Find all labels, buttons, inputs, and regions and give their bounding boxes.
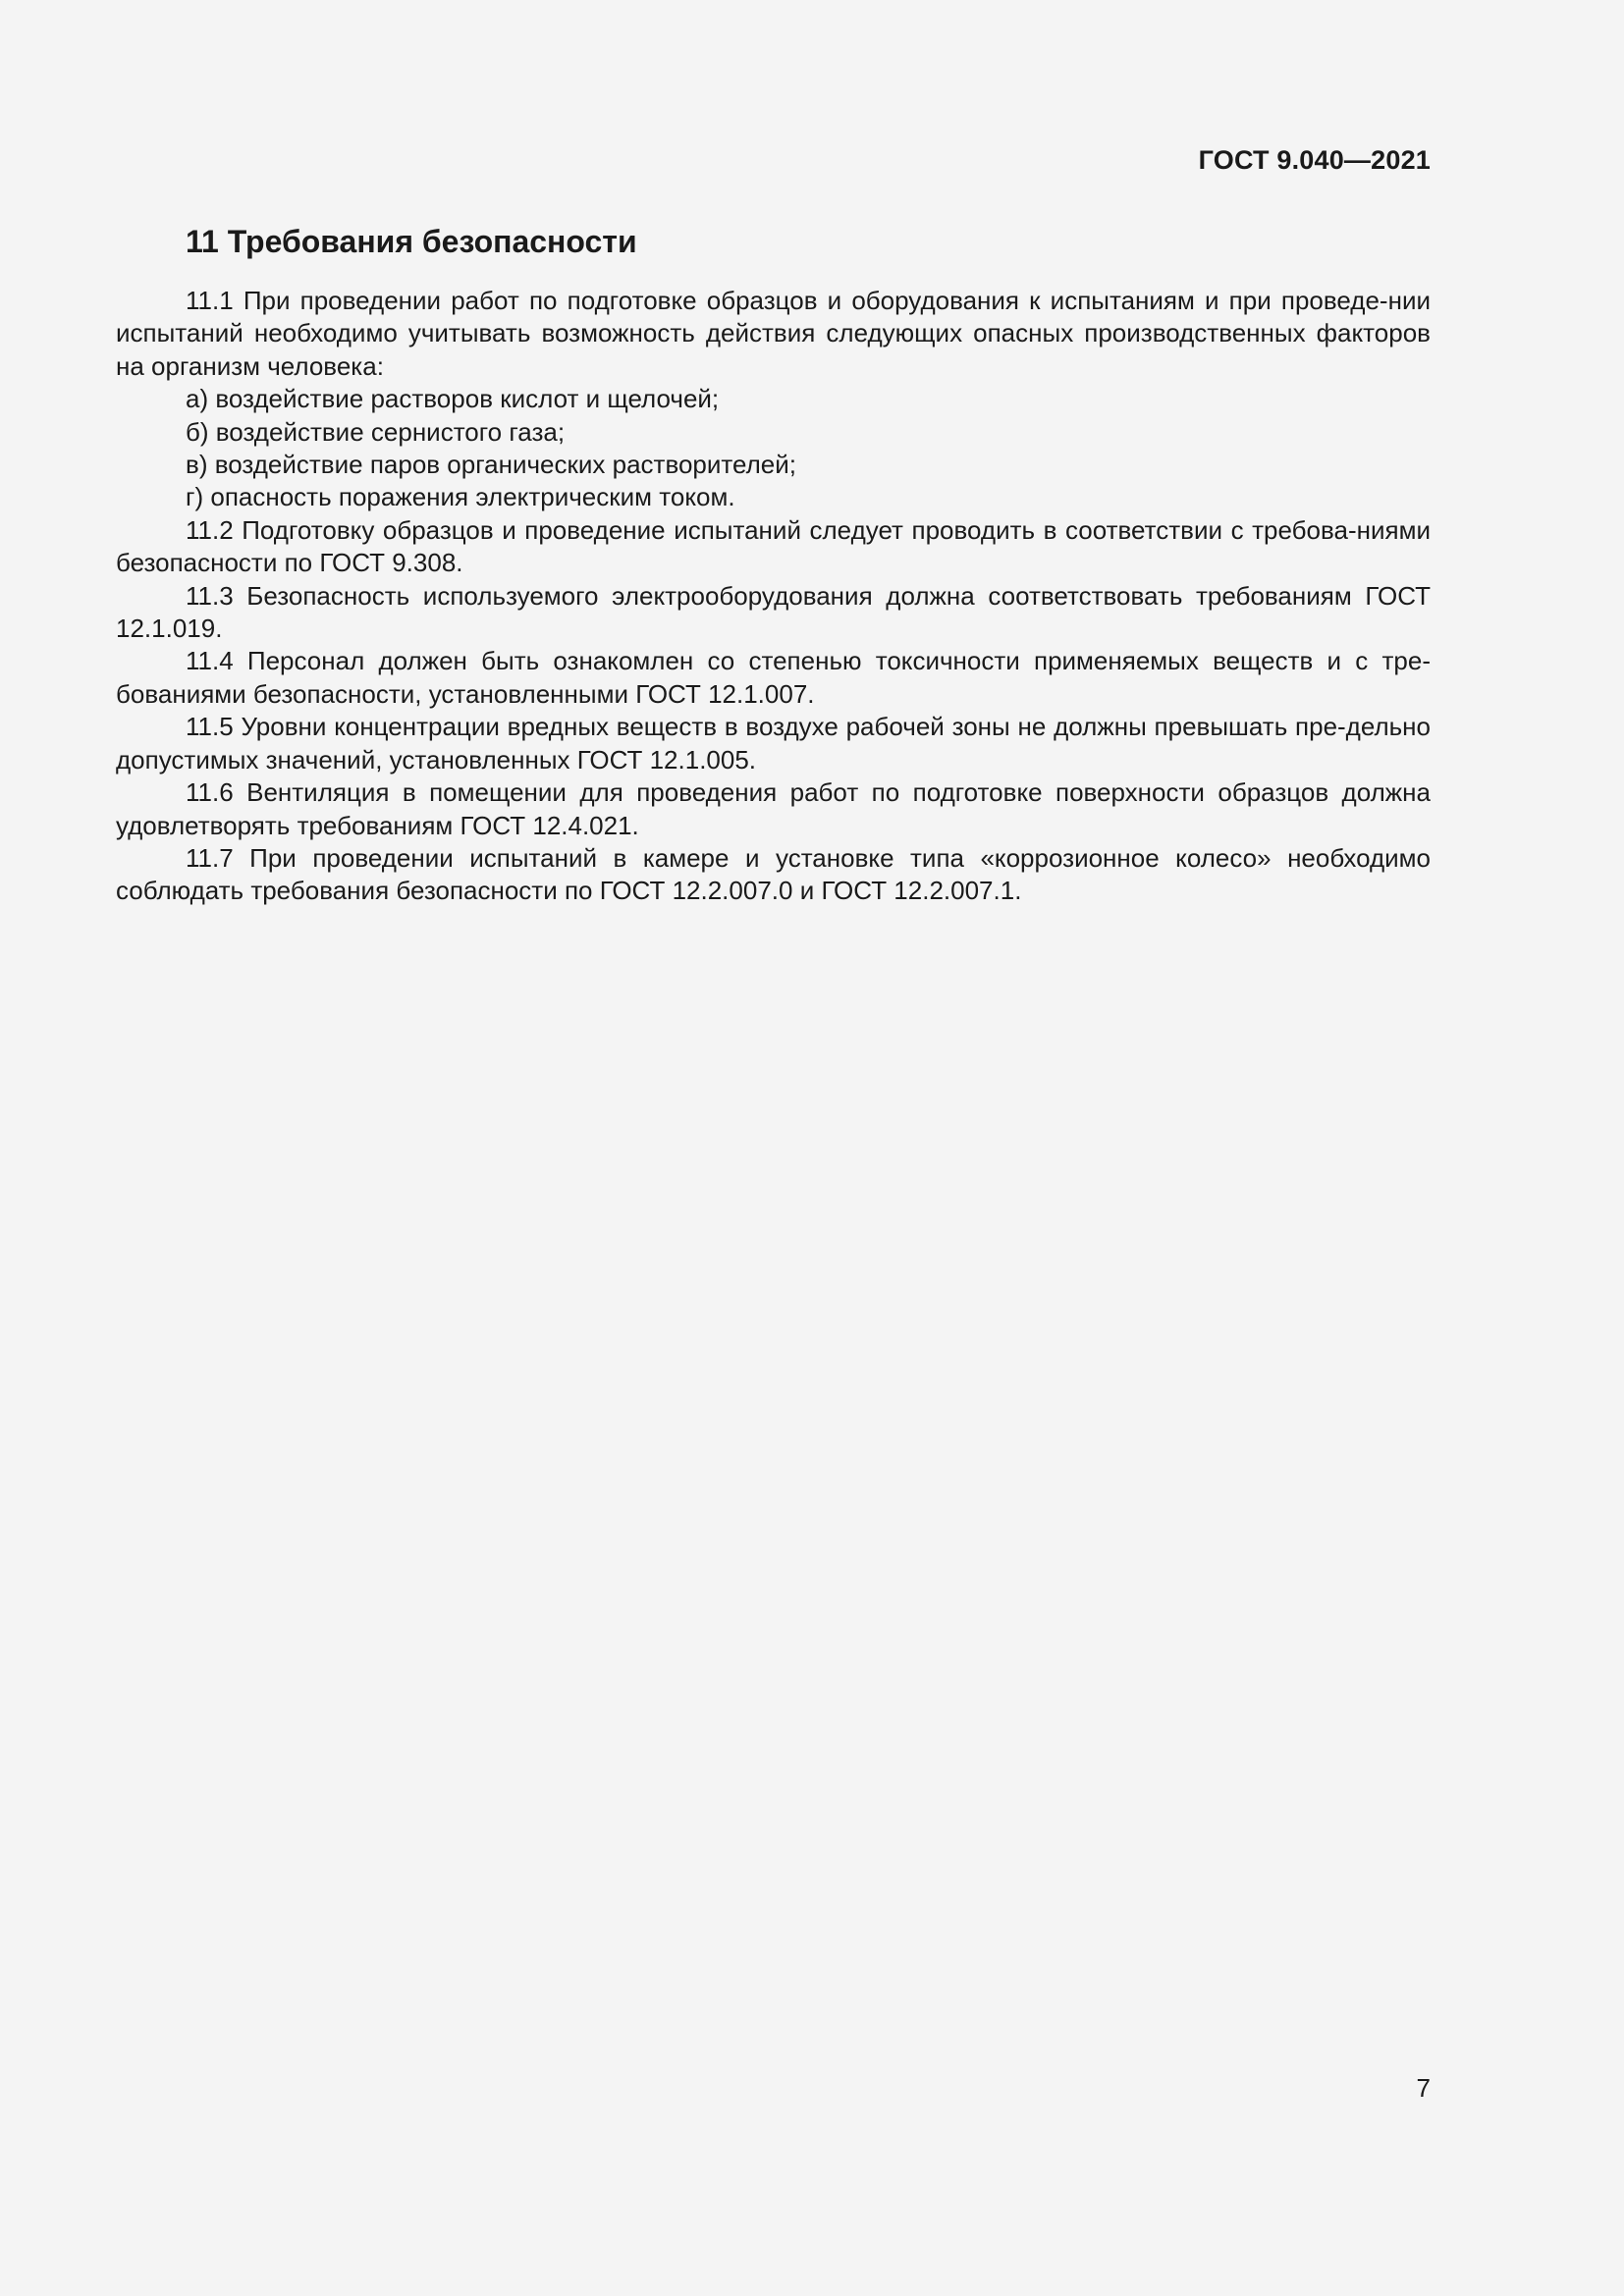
document-code-header: ГОСТ 9.040—2021 [1198,145,1431,175]
list-item-a: а) воздействие растворов кислот и щелочей; [186,384,720,414]
list-item-g: г) опасность поражения электрическим током. [186,482,735,512]
section-title: 11 Требования безопасности [186,224,637,259]
paragraph-11-7: 11.7 При проведении испытаний в камере и установке типа «коррозионное колесо» необходимо соблюдать требования безопасности по ГОСТ 12.2.007.0 и ГОСТ 12.2.007.1. [116,842,1431,906]
paragraph-11-1: 11.1 При проведении работ по подготовке образцов и оборудования к испытаниям и при проведе-нии испытаний необходимо учитывать возможность действия следующих опасных производственных факторов на организм человека: [116,286,1431,381]
page-number: 7 [1416,2073,1431,2103]
list-item-v: в) воздействие паров органических растворителей; [186,450,796,480]
paragraph-11-5: 11.5 Уровни концентрации вредных веществ в воздухе рабочей зоны не должны превышать пре-дельно допустимых значений, установленных ГОСТ 12.1.005. [116,712,1431,774]
paragraph-11-6: 11.6 Вентиляция в помещении для проведения работ по подготовке поверхности образцов должна удовлетворять требованиям ГОСТ 12.4.021. [116,777,1431,840]
section-body [116,285,1431,908]
paragraph-11-3: 11.3 Безопасность используемого электрооборудования должна соответствовать требованиям ГОСТ 12.1.019. [116,580,1431,644]
paragraph-11-2: 11.2 Подготовку образцов и проведение испытаний следует проводить в соответствии с требова-ниями безопасности по ГОСТ 9.308. [116,514,1431,578]
list-item-b: б) воздействие сернистого газа; [186,416,566,447]
paragraph-11-4: 11.4 Персонал должен быть ознакомлен со степенью токсичности применяемых веществ и с тре-бованиями безопасности, установленными ГОСТ 12.1.007. [116,646,1431,709]
